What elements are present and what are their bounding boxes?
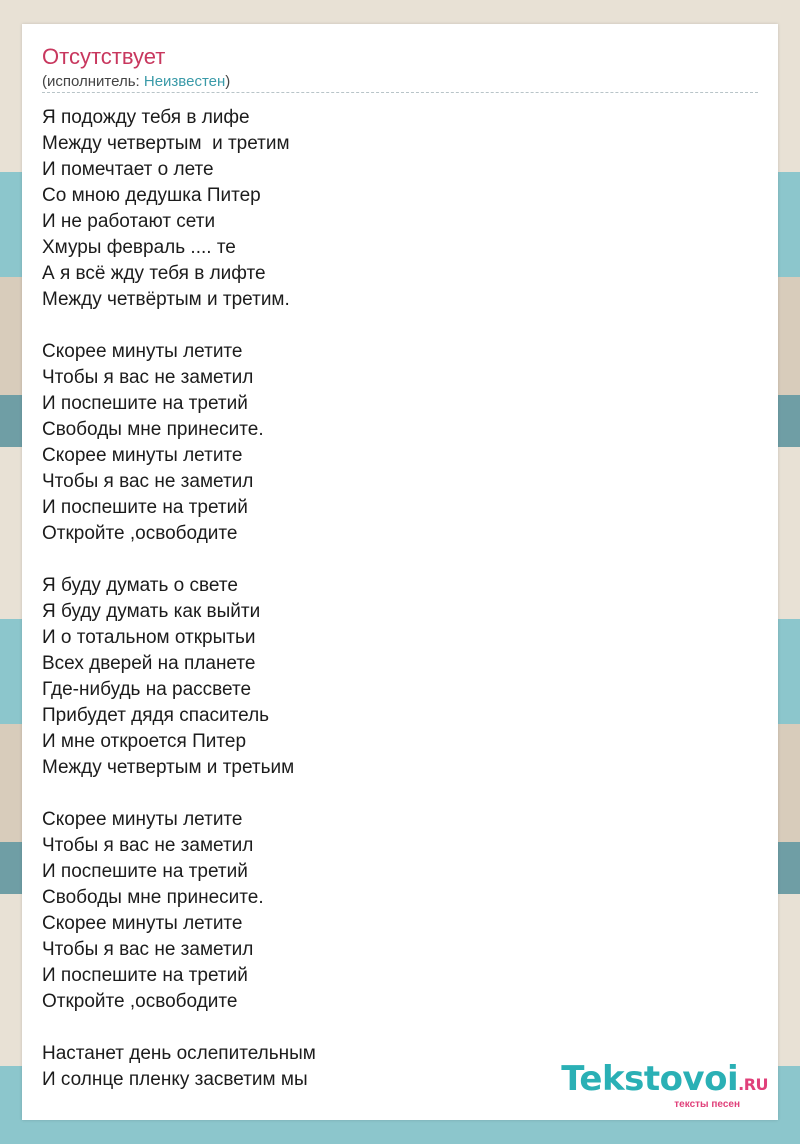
lyric-line: Скорее минуты летите xyxy=(42,809,243,830)
lyric-line: Чтобы я вас не заметил xyxy=(42,835,254,856)
song-title: Отсутствует xyxy=(42,44,166,69)
stanza-gap xyxy=(42,1015,316,1041)
lyric-line: Чтобы я вас не заметил xyxy=(42,471,254,492)
lyric-line: Откройте ,освободите xyxy=(42,523,238,544)
artist-line xyxy=(42,73,230,91)
lyric-line: Между четвёртым и третим. xyxy=(42,289,290,310)
title-divider xyxy=(42,92,758,93)
lyric-line: Свободы мне принесите. xyxy=(42,419,264,440)
lyric-line: И не работают сети xyxy=(42,211,216,232)
stanza-gap xyxy=(42,313,316,339)
lyric-line: Чтобы я вас не заметил xyxy=(42,367,254,388)
lyric-line: Прибудет дядя спаситель xyxy=(42,705,270,726)
stanza-gap xyxy=(42,781,316,807)
lyric-line: Я подожду тебя в лифе xyxy=(42,107,250,128)
lyric-line: Откройте ,освободите xyxy=(42,991,238,1012)
lyric-line: И поспешите на третий xyxy=(42,393,248,414)
lyric-line: Скорее минуты летите xyxy=(42,913,243,934)
lyric-line: Хмуры февраль .... те xyxy=(42,237,236,258)
lyric-line: Скорее минуты летите xyxy=(42,445,243,466)
lyric-line: Скорее минуты летите xyxy=(42,341,243,362)
artist-link[interactable]: Неизвестен xyxy=(143,73,226,90)
lyric-line: Настанет день ослепительным xyxy=(42,1043,316,1064)
lyric-line: Чтобы я вас не заметил xyxy=(42,939,254,960)
lyric-line: Я буду думать как выйти xyxy=(42,601,261,622)
artist-suffix: ) xyxy=(225,73,231,90)
lyric-line: И поспешите на третий xyxy=(42,965,248,986)
lyric-line: И поспешите на третий xyxy=(42,861,248,882)
artist-prefix: (исполнитель: xyxy=(42,73,144,90)
logo-wordmark: Tekstovoi xyxy=(561,1059,739,1099)
lyric-line: Где-нибудь на рассвете xyxy=(42,679,252,700)
logo-subtitle: тексты песен xyxy=(674,1099,740,1110)
lyric-line: Я буду думать о свете xyxy=(42,575,238,596)
lyrics-card xyxy=(22,24,778,1120)
lyric-line: И солнце пленку засветим мы xyxy=(42,1069,308,1090)
logo-tld: .RU xyxy=(738,1075,768,1094)
lyric-line: Всех дверей на планете xyxy=(42,653,256,674)
lyric-line: А я всё жду тебя в лифте xyxy=(42,263,266,284)
lyric-line: И мне откроется Питер xyxy=(42,731,247,752)
lyric-line: И помечтает о лете xyxy=(42,159,214,180)
lyrics-text xyxy=(42,105,316,1093)
site-logo[interactable] xyxy=(561,1061,768,1110)
lyric-line: Между четвертым и третьим xyxy=(42,757,295,778)
lyric-line: И о тотальном открытьи xyxy=(42,627,256,648)
lyric-line: Свободы мне принесите. xyxy=(42,887,264,908)
lyric-line: Со мною дедушка Питер xyxy=(42,185,261,206)
stanza-gap xyxy=(42,547,316,573)
lyric-line: И поспешите на третий xyxy=(42,497,248,518)
lyric-line: Между четвертым и третим xyxy=(42,133,290,154)
